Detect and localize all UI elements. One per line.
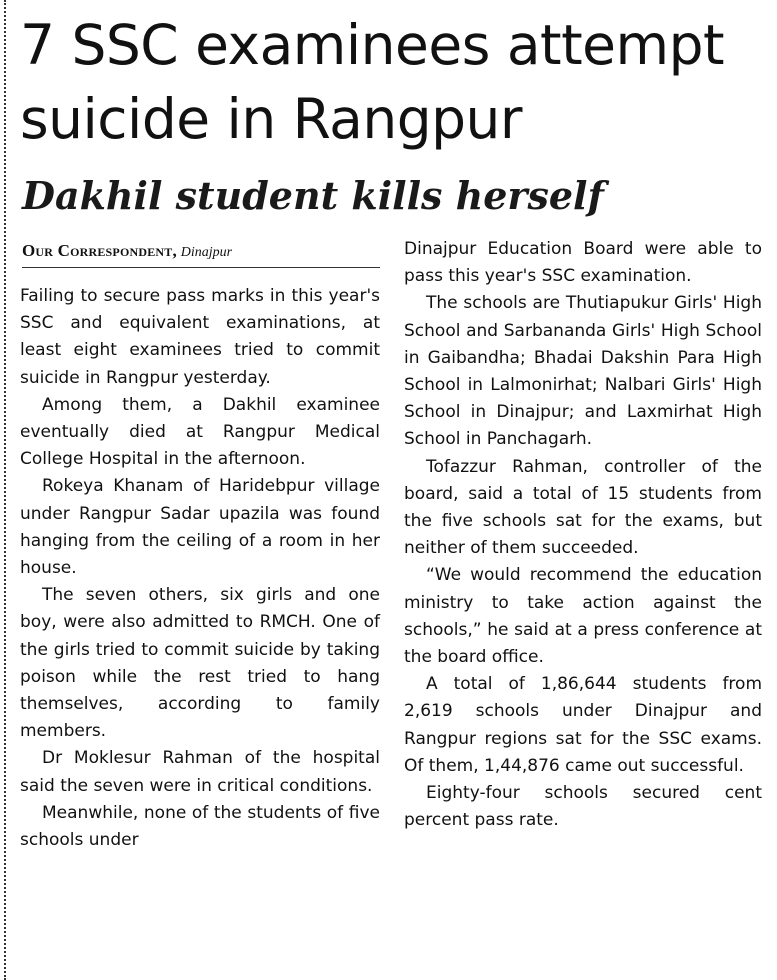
subheadline: Dakhil student kills herself [22, 173, 604, 218]
paragraph: Failing to secure pass marks in this year's SSC and equivalent examinations, at least eight examinees tried to commit suicide in Rangpur yesterday. [20, 286, 380, 388]
paragraph: “We would recommend the education ministry to take action against the schools,” he said at a press conference at the board office. [404, 565, 762, 668]
headline: 7 SSC examinees attempt suicide in Rangpur [20, 13, 725, 151]
paragraph: Dinajpur Education Board were able to pass this year's SSC examination. [404, 239, 762, 287]
paragraph: Dr Moklesur Rahman of the hospital said the seven were in critical conditions. [20, 748, 380, 796]
byline [22, 239, 380, 268]
byline-correspondent: Our Correspondent, [22, 241, 177, 260]
byline-dateline: Dinajpur [180, 245, 233, 260]
dotted-cut-line [4, 0, 6, 980]
article-column-left [20, 283, 380, 854]
paragraph: The schools are Thutiapukur Girls' High School and Sarbananda Girls' High School in Gaibandha; Bhadai Dakshin Para High School in Lalmonirhat; Nalbari Girls' High School in Dinajpur; and Laxmirhat High School in Panchagarh. [404, 293, 762, 450]
paragraph: The seven others, six girls and one boy, were also admitted to RMCH. One of the girls tried to commit suicide by taking poison while the rest tried to hang themselves, according to family members. [20, 585, 380, 742]
article-column-right [404, 236, 762, 834]
paragraph: Tofazzur Rahman, controller of the board, said a total of 15 students from the five schools sat for the exams, but neither of them succeeded. [404, 456, 762, 559]
paragraph: Rokeya Khanam of Haridebpur village under Rangpur Sadar upazila was found hanging from the ceiling of a room in her house. [20, 476, 380, 579]
paragraph: Among them, a Dakhil examinee eventually died at Rangpur Medical College Hospital in the afternoon. [20, 394, 380, 470]
paragraph: A total of 1,86,644 students from 2,619 schools under Dinajpur and Rangpur regions sat for the SSC exams. Of them, 1,44,876 came out successful. [404, 674, 762, 776]
paragraph: Meanwhile, none of the students of five schools under [20, 802, 380, 851]
paragraph: Eighty-four schools secured cent percent pass rate. [404, 783, 762, 831]
